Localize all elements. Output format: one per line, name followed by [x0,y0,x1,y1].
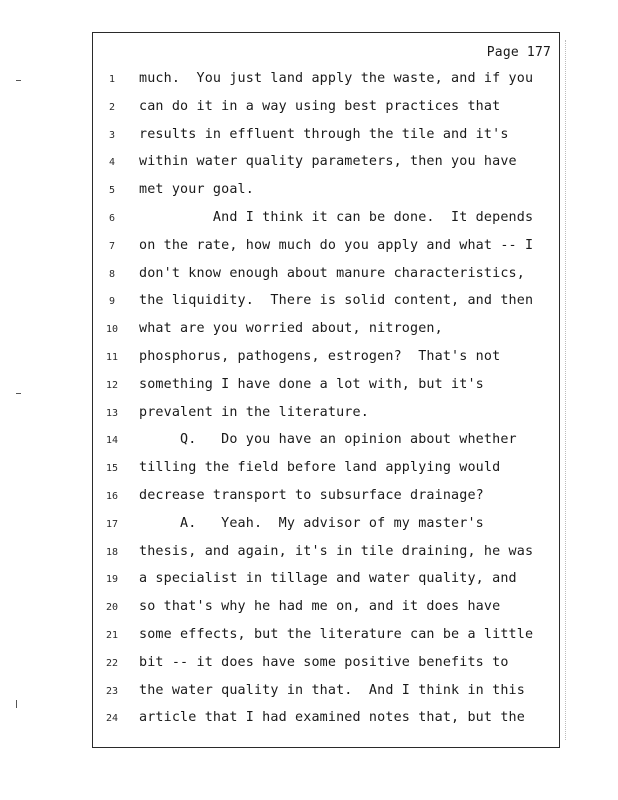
line-number: 2 [108,101,116,113]
line-text: some effects, but the literature can be a little [139,627,534,642]
line-text: prevalent in the literature. [139,404,369,420]
line-number: 17 [105,518,119,530]
line-text: Q. Do you have an opinion about whether [139,432,517,448]
line-text: within water quality parameters, then you have [139,154,517,170]
line-text: A. Yeah. My advisor of my master's [139,515,484,531]
line-text: what are you worried about, nitrogen, [139,321,443,337]
transcript-line [93,377,559,397]
transcript-line [93,127,559,147]
line-text: results in effluent through the tile and it's [139,126,509,142]
line-text: don't know enough about manure characteristics, [139,265,525,281]
line-text: phosphorus, pathogens, estrogen? That's not [139,349,501,364]
line-text: something I have done a lot with, but it's [139,376,484,392]
line-text: bit -- it does have some positive benefits to [139,654,509,670]
transcript-line [93,405,559,425]
line-text: article that I had examined notes that, but the [139,710,525,726]
line-text: tilling the field before land applying would [139,460,501,476]
line-text: And I think it can be done. It depends [139,210,534,225]
line-number: 18 [105,546,119,558]
line-number: 10 [105,324,119,336]
line-text: thesis, and again, it's in tile draining, he was [139,543,534,559]
line-number: 15 [105,463,119,475]
line-text: met your goal. [139,182,254,198]
line-text: the water quality in that. And I think in this [139,682,525,698]
line-number: 11 [105,352,119,363]
transcript-line [93,182,559,202]
page-number: Page 177 [486,45,551,60]
transcript-line [93,516,559,536]
transcript-line [93,266,559,286]
left-margin-mark [16,80,21,81]
transcript-line [93,154,559,174]
transcript-line [93,571,559,591]
line-number: 6 [108,213,116,224]
line-text: decrease transport to subsurface drainage? [139,488,484,503]
line-number: 3 [108,129,116,141]
line-number: 14 [105,435,119,447]
line-text: so that's why he had me on, and it does have [139,599,501,615]
transcript-line [93,71,559,91]
line-number: 23 [105,685,119,697]
transcript-line [93,349,559,369]
transcript-line [93,99,559,119]
line-number: 4 [108,157,116,169]
line-number: 5 [108,185,116,197]
transcript-line [93,544,559,564]
line-text: on the rate, how much do you apply and what -- I [139,237,534,253]
transcript-line [93,432,559,452]
transcript-line [93,238,559,258]
line-number: 22 [105,657,119,669]
transcript-line [93,683,559,703]
line-text: the liquidity. There is solid content, and then [139,293,534,309]
left-margin-mark [16,700,17,708]
left-margin-mark [16,393,21,394]
transcript-line [93,599,559,619]
line-number: 1 [108,74,116,85]
line-text: a specialist in tillage and water quality, and [139,571,517,587]
line-number: 21 [105,630,119,641]
transcript-line [93,321,559,341]
line-number: 20 [105,602,119,614]
transcript-line [93,627,559,647]
line-text: can do it in a way using best practices that [139,98,501,114]
transcript-line [93,293,559,313]
transcript-line [93,210,559,230]
transcript-line [93,655,559,675]
line-number: 8 [108,268,116,280]
line-number: 13 [105,407,119,419]
transcript-line [93,710,559,730]
transcript-page [92,32,560,748]
line-text: much. You just land apply the waste, and if you [139,71,534,86]
line-number: 9 [108,296,116,308]
transcript-line [93,460,559,480]
line-number: 12 [105,379,119,391]
transcript-line [93,488,559,508]
line-number: 24 [105,713,119,725]
line-number: 7 [108,240,116,252]
scan-edge-noise [562,40,566,740]
line-number: 19 [105,574,119,586]
line-number: 16 [105,491,119,502]
